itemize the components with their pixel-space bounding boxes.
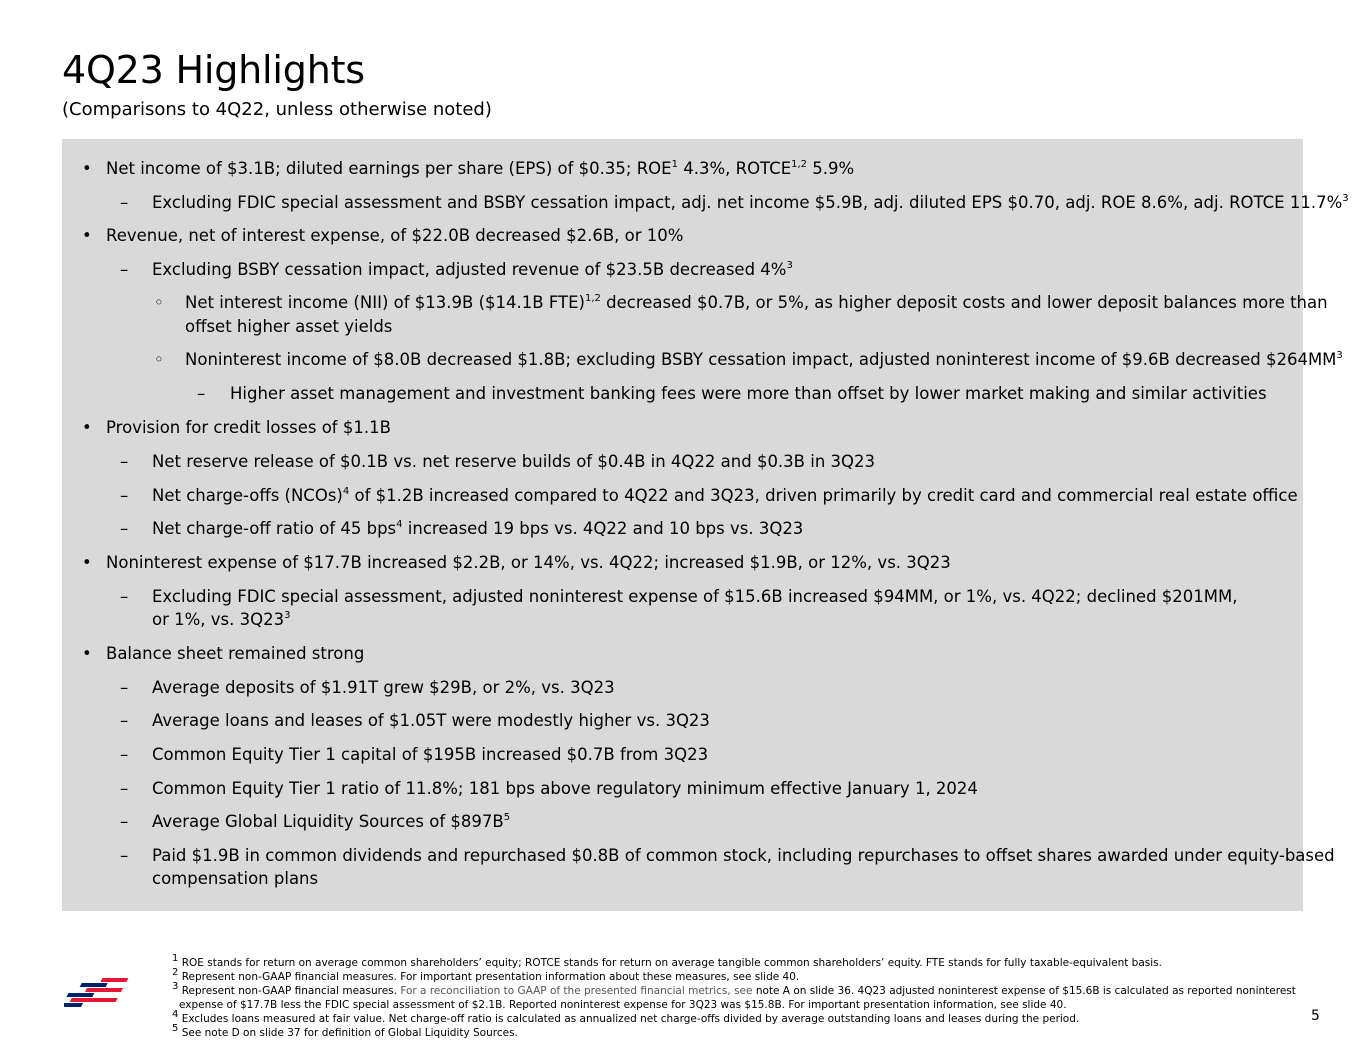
- dash-marker: –: [197, 384, 206, 403]
- dash-marker: –: [120, 678, 129, 697]
- dash-marker: –: [120, 745, 129, 764]
- circle-marker: ◦: [154, 350, 164, 369]
- highlight-nco-ratio: Net charge-off ratio of 45 bps$^4$ increased 19 bps vs. 4Q22 and 10 bps vs. 3Q23: [152, 518, 804, 538]
- bullet-marker: •: [82, 644, 92, 663]
- dash-marker: –: [120, 779, 129, 798]
- highlight-adjusted-expense: Excluding FDIC special assessment, adjusted noninterest expense of $15.6B increased $94MM, or 1%, vs. 4Q22; declined $201MM,: [152, 587, 1238, 606]
- dash-marker: –: [120, 846, 129, 865]
- footnote-3: $^3$ Represent non-GAAP financial measures. For a reconciliation to GAAP of the presented financial metrics, see note A on slide 36. 4Q23 adjusted noninterest expense of $15.6B is calculated as reported noninterest: [172, 980, 1296, 997]
- page-subtitle: (Comparisons to 4Q22, unless otherwise noted): [62, 99, 492, 120]
- highlight-noninterest-expense: Noninterest expense of $17.7B increased $2.2B, or 14%, vs. 4Q22; increased $1.9B, or 12%, vs. 3Q23: [106, 553, 951, 572]
- bullet-marker: •: [82, 553, 92, 572]
- highlight-dividends-cont: compensation plans: [152, 869, 319, 888]
- highlights-panel: [62, 139, 1349, 911]
- highlight-balance-sheet: Balance sheet remained strong: [106, 644, 365, 663]
- footnote-2: $^2$ Represent non-GAAP financial measures. For important presentation information about these measures, see slide 40.: [172, 966, 800, 983]
- highlight-adjusted-net-income: Excluding FDIC special assessment and BSBY cessation impact, adj. net income $5.9B, adj. diluted EPS $0.70, adj. ROE 8.6%, adj. ROTCE 11.7%$^3$: [152, 192, 1349, 212]
- dash-marker: –: [120, 711, 129, 730]
- highlight-fees: Higher asset management and investment banking fees were more than offset by lower market making and similar activities: [230, 384, 1267, 403]
- highlight-adjusted-expense-cont: or 1%, vs. $3Q23^3$: [152, 609, 291, 629]
- highlight-nii-cont: offset higher asset yields: [185, 317, 393, 336]
- highlight-adjusted-revenue: Excluding BSBY cessation impact, adjusted revenue of $23.5B decreased 4%$^3$: [152, 259, 793, 279]
- bullet-marker: •: [82, 159, 92, 178]
- page-title: 4Q23 Highlights: [62, 48, 365, 92]
- dash-marker: –: [120, 260, 129, 279]
- footnote-3-cont: expense of $17.7B less the FDIC special assessment of $2.1B. Reported noninterest expense for 3Q23 was $15.8B. For important presentation information, see slide 40.: [179, 999, 1067, 1011]
- dash-marker: –: [120, 812, 129, 831]
- highlight-nco: Net charge-offs (NCOs)$^4$ of $1.2B increased compared to 4Q22 and 3Q23, driven primarily by credit card and commercial real estate office: [152, 485, 1298, 505]
- footnote-4: $^4$ Excludes loans measured at fair value. Net charge-off ratio is calculated as annualized net charge-offs divided by average outstanding loans and leases during the period.: [172, 1008, 1080, 1025]
- bullet-marker: •: [82, 418, 92, 437]
- dash-marker: –: [120, 587, 129, 606]
- circle-marker: ◦: [154, 293, 164, 312]
- bank-flag-logo: [64, 975, 130, 1027]
- page-number: 5: [1311, 1008, 1320, 1024]
- highlight-reserve-release: Net reserve release of $0.1B vs. net reserve builds of $0.4B in 4Q22 and $0.3B in 3Q23: [152, 452, 876, 471]
- highlight-cet1-ratio: Common Equity Tier 1 ratio of 11.8%; 181 bps above regulatory minimum effective January 1, 2024: [152, 779, 978, 798]
- footnote-1: $^1$ ROE stands for return on average common shareholders’ equity; ROTCE stands for return on average tangible common shareholders’ equity. FTE stands for fully taxable-equivalent basis.: [172, 952, 1162, 969]
- dash-marker: –: [120, 452, 129, 471]
- highlight-liquidity: Average Global Liquidity Sources of $\$897B^5$: [152, 811, 511, 831]
- bullet-marker: •: [82, 226, 92, 245]
- footnote-5: $^5$ See note D on slide 37 for definition of Global Liquidity Sources.: [172, 1022, 518, 1039]
- highlight-dividends: Paid $1.9B in common dividends and repurchased $0.8B of common stock, including repurchases to offset shares awarded under equity-based: [152, 846, 1335, 865]
- highlight-cet1-capital: Common Equity Tier 1 capital of $195B increased $0.7B from 3Q23: [152, 745, 709, 764]
- highlight-loans: Average loans and leases of $1.05T were modestly higher vs. 3Q23: [152, 711, 710, 730]
- highlight-noninterest-income: Noninterest income of $8.0B decreased $1.8B; excluding BSBY cessation impact, adjusted noninterest income of $9.6B decreased $\$264MM^3$: [185, 349, 1343, 369]
- dash-marker: –: [120, 193, 129, 212]
- highlight-revenue: Revenue, net of interest expense, of $22.0B decreased $2.6B, or 10%: [106, 226, 684, 245]
- dash-marker: –: [120, 486, 129, 505]
- highlight-deposits: Average deposits of $1.91T grew $29B, or 2%, vs. 3Q23: [152, 678, 615, 697]
- highlight-net-income: Net income of $3.1B; diluted earnings per share (EPS) of $0.35; ROE$^1$ 4.3%, ROTCE$^{1,2}$ 5.9%: [106, 158, 855, 178]
- dash-marker: –: [120, 519, 129, 538]
- highlight-provision: Provision for credit losses of $1.1B: [106, 418, 391, 437]
- highlight-nii: Net interest income (NII) of $13.9B ($14.1B FTE)$^{1,2}$ decreased $0.7B, or 5%, as higher deposit costs and lower deposit balances more than: [185, 292, 1328, 312]
